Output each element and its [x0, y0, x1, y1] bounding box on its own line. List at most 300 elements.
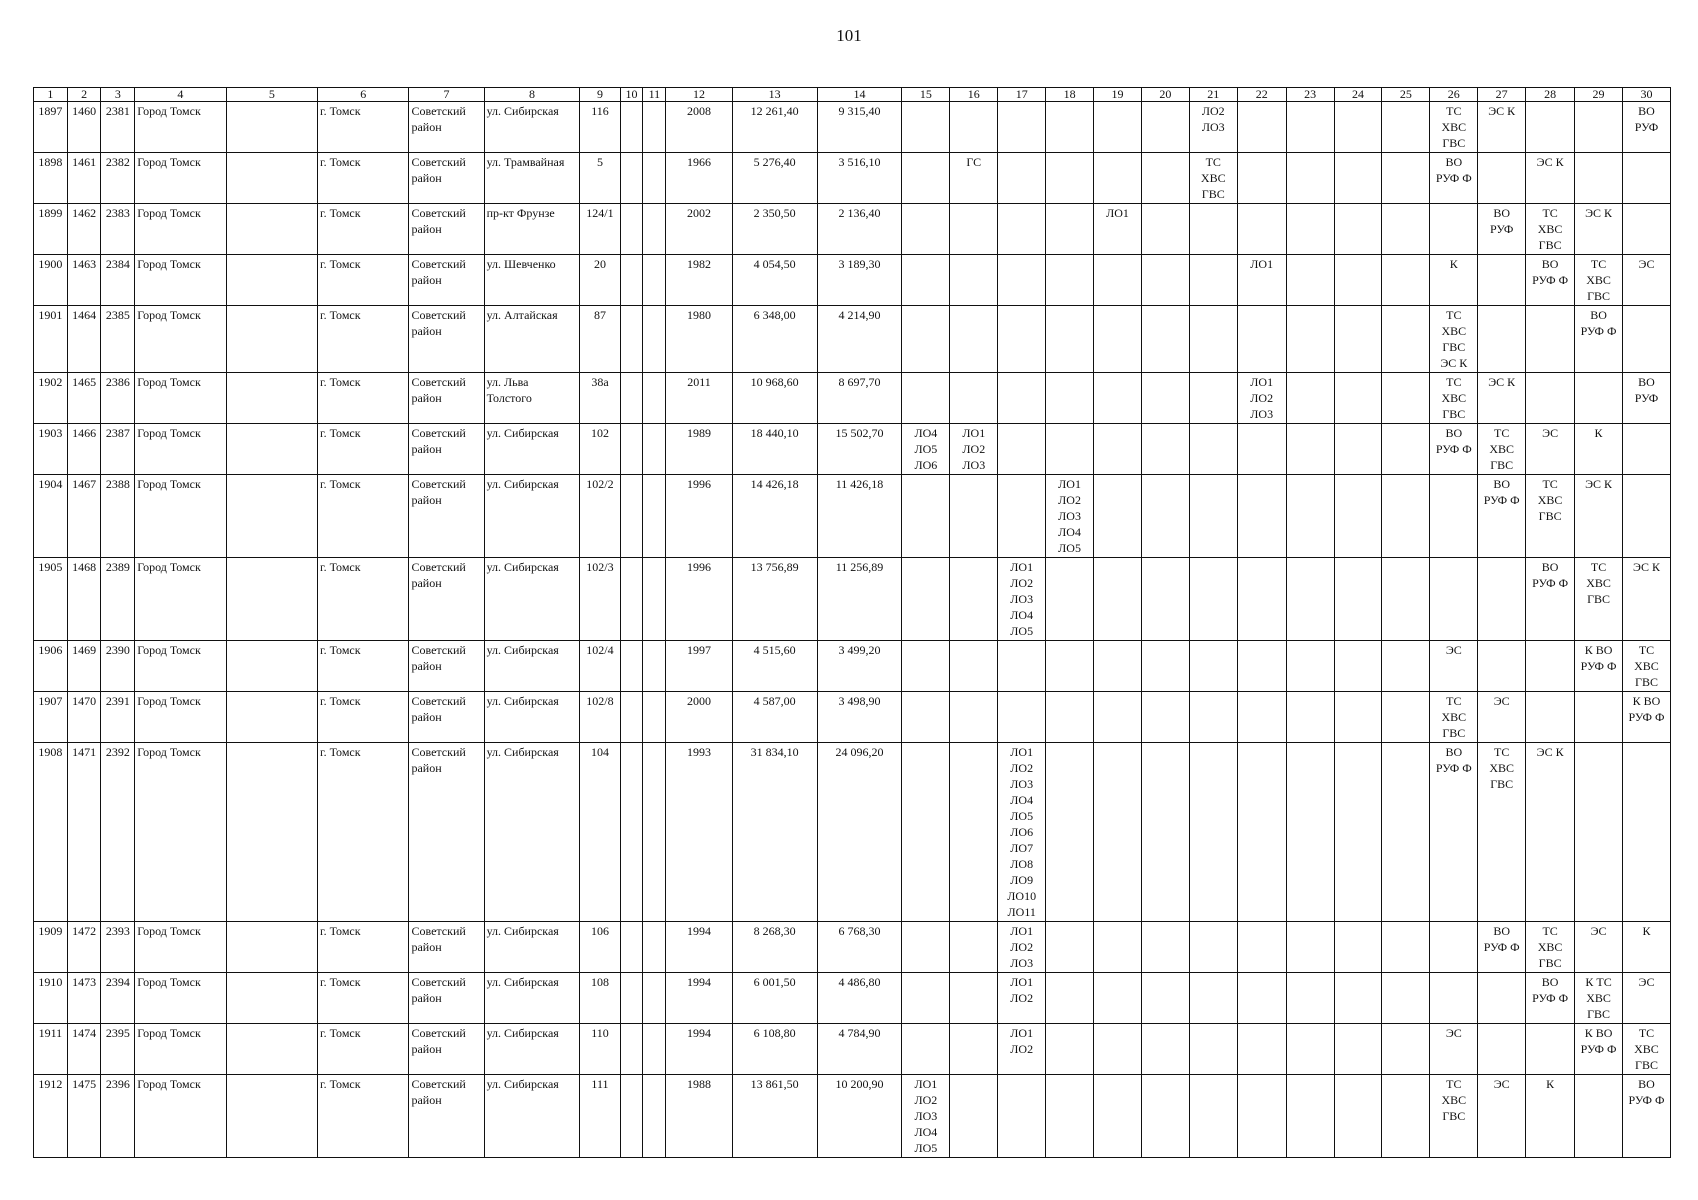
- table-cell: [1141, 558, 1189, 641]
- table-cell: [1046, 204, 1094, 255]
- cell-line: Толстого: [486, 391, 532, 405]
- table-cell: [1575, 204, 1623, 255]
- table-cell: [1237, 558, 1286, 641]
- table-cell: [1575, 1075, 1623, 1158]
- table-cell: [1141, 1075, 1189, 1158]
- table-cell: [1286, 475, 1334, 558]
- table-cell: [620, 255, 643, 306]
- column-header: 11: [643, 88, 666, 102]
- table-cell: [902, 306, 950, 373]
- table-row: [34, 424, 1671, 475]
- cell-line: ул. Сибирская: [486, 1026, 559, 1040]
- table-cell: [409, 743, 484, 922]
- cell-line: ЭС К: [1536, 745, 1564, 759]
- table-cell: [409, 373, 484, 424]
- cell-line: 2002: [686, 206, 711, 220]
- table-cell: [34, 373, 68, 424]
- table-cell: [732, 102, 817, 153]
- cell-line: ГВС: [1538, 509, 1562, 523]
- cell-line: 1911: [38, 1026, 63, 1040]
- table-cell: [318, 424, 409, 475]
- table-cell: [135, 475, 226, 558]
- cell-line: 1903: [38, 426, 63, 440]
- table-cell: [666, 255, 732, 306]
- cell-line: К: [1546, 1077, 1555, 1091]
- table-cell: [1334, 255, 1382, 306]
- table-cell: [902, 641, 950, 692]
- table-cell: [34, 558, 68, 641]
- column-header: 21: [1189, 88, 1237, 102]
- table-cell: [1094, 204, 1142, 255]
- cell-line: Советский: [411, 104, 466, 118]
- table-cell: [1189, 1024, 1237, 1075]
- cell-line: ул. Сибирская: [486, 477, 559, 491]
- table-cell: [34, 973, 68, 1024]
- table-cell: [318, 475, 409, 558]
- table-cell: [318, 306, 409, 373]
- cell-line: 5: [596, 155, 603, 169]
- table-cell: [1094, 922, 1142, 973]
- table-cell: [484, 641, 580, 692]
- cell-line: 5 276,40: [753, 155, 796, 169]
- cell-line: ТС: [1590, 257, 1607, 271]
- cell-line: г. Томск: [320, 924, 361, 938]
- table-cell: [226, 641, 317, 692]
- table-cell: [1382, 373, 1430, 424]
- cell-line: 6 001,50: [753, 975, 796, 989]
- cell-line: 1994: [686, 924, 711, 938]
- cell-line: 110: [591, 1026, 609, 1040]
- cell-line: г. Томск: [320, 375, 361, 389]
- cell-line: ул. Сибирская: [486, 745, 559, 759]
- column-header: 18: [1046, 88, 1094, 102]
- cell-line: 15 502,70: [835, 426, 884, 440]
- cell-line: К ВО: [1584, 643, 1613, 657]
- cell-line: ЭС К: [1440, 356, 1468, 370]
- table-cell: [484, 102, 580, 153]
- table-cell: [950, 973, 998, 1024]
- table-cell: [902, 475, 950, 558]
- cell-line: ХВС: [1200, 171, 1226, 185]
- table-cell: [620, 1024, 643, 1075]
- table-cell: [902, 558, 950, 641]
- column-header: 22: [1237, 88, 1286, 102]
- table-cell: [1622, 641, 1670, 692]
- cell-line: 1988: [686, 1077, 711, 1091]
- table-cell: [409, 692, 484, 743]
- cell-line: ГВС: [1442, 726, 1466, 740]
- table-cell: [1286, 255, 1334, 306]
- table-cell: [1141, 922, 1189, 973]
- table-cell: [902, 102, 950, 153]
- table-cell: [1382, 153, 1430, 204]
- cell-line: район: [411, 576, 442, 590]
- table-cell: [1478, 1075, 1526, 1158]
- column-header: 14: [817, 88, 902, 102]
- cell-line: 4 486,80: [838, 975, 881, 989]
- table-cell: [666, 558, 732, 641]
- cell-line: ТС: [1638, 643, 1655, 657]
- table-cell: [484, 475, 580, 558]
- cell-line: ЛО3: [1010, 592, 1034, 606]
- table-cell: [1046, 1075, 1094, 1158]
- cell-line: 12 261,40: [750, 104, 799, 118]
- cell-line: ЛО4: [914, 426, 938, 440]
- table-cell: [409, 102, 484, 153]
- table-cell: [1046, 475, 1094, 558]
- cell-line: 4 784,90: [838, 1026, 881, 1040]
- cell-line: РУФ: [1489, 222, 1514, 236]
- cell-line: Советский: [411, 477, 466, 491]
- table-cell: [950, 641, 998, 692]
- cell-line: 1464: [72, 308, 97, 322]
- table-cell: [1526, 204, 1575, 255]
- table-cell: [666, 692, 732, 743]
- cell-line: ТС: [1446, 308, 1462, 322]
- cell-line: 1469: [72, 643, 97, 657]
- table-cell: [817, 641, 902, 692]
- table-cell: [643, 153, 666, 204]
- cell-line: Город Томск: [137, 975, 201, 989]
- table-cell: [902, 424, 950, 475]
- cell-line: ЭС: [1445, 1026, 1462, 1040]
- cell-line: район: [411, 761, 442, 775]
- cell-line: 1467: [72, 477, 97, 491]
- cell-line: ХВС: [1489, 761, 1515, 775]
- column-header: 15: [902, 88, 950, 102]
- cell-line: ЛО1: [1250, 375, 1274, 389]
- cell-line: 2395: [105, 1026, 130, 1040]
- table-cell: [484, 692, 580, 743]
- table-cell: [1286, 558, 1334, 641]
- cell-line: 1902: [38, 375, 63, 389]
- cell-line: 3 498,90: [838, 694, 881, 708]
- cell-line: Город Томск: [137, 477, 201, 491]
- table-cell: [1046, 641, 1094, 692]
- cell-line: 2382: [105, 155, 130, 169]
- table-cell: [580, 641, 620, 692]
- table-cell: [34, 424, 68, 475]
- table-cell: [1382, 306, 1430, 373]
- table-cell: [1046, 255, 1094, 306]
- table-cell: [643, 692, 666, 743]
- cell-line: ЛО1: [1010, 1026, 1034, 1040]
- table-cell: [135, 424, 226, 475]
- table-cell: [226, 692, 317, 743]
- cell-line: Город Томск: [137, 257, 201, 271]
- table-cell: [643, 922, 666, 973]
- cell-line: Город Томск: [137, 643, 201, 657]
- table-cell: [580, 153, 620, 204]
- table-cell: [1334, 743, 1382, 922]
- table-cell: [1575, 558, 1623, 641]
- table-cell: [1286, 204, 1334, 255]
- table-cell: [1334, 102, 1382, 153]
- table-cell: [226, 973, 317, 1024]
- table-cell: [1430, 424, 1478, 475]
- cell-line: район: [411, 1093, 442, 1107]
- table-cell: [1622, 424, 1670, 475]
- cell-line: ВО: [1638, 104, 1655, 118]
- table-cell: [1237, 373, 1286, 424]
- table-cell: [34, 1024, 68, 1075]
- cell-line: ЛО5: [1010, 809, 1034, 823]
- cell-line: ЛО6: [914, 458, 938, 472]
- table-cell: [998, 641, 1046, 692]
- table-cell: [318, 373, 409, 424]
- table-cell: [998, 424, 1046, 475]
- table-cell: [1237, 1024, 1286, 1075]
- table-cell: [732, 1024, 817, 1075]
- table-cell: [950, 922, 998, 973]
- cell-line: ЛО3: [1201, 120, 1225, 134]
- cell-line: 2396: [105, 1077, 130, 1091]
- table-cell: [318, 1024, 409, 1075]
- table-cell: [732, 204, 817, 255]
- table-cell: [1286, 922, 1334, 973]
- table-cell: [998, 743, 1046, 922]
- table-cell: [1478, 424, 1526, 475]
- table-cell: [1575, 1024, 1623, 1075]
- table-cell: [1622, 306, 1670, 373]
- table-cell: [580, 692, 620, 743]
- table-cell: [1334, 306, 1382, 373]
- table-cell: [1334, 204, 1382, 255]
- cell-line: ЭС: [1493, 694, 1510, 708]
- table-cell: [1478, 102, 1526, 153]
- table-cell: [1430, 102, 1478, 153]
- table-cell: [732, 306, 817, 373]
- table-cell: [732, 743, 817, 922]
- table-cell: [135, 973, 226, 1024]
- table-cell: [1286, 641, 1334, 692]
- table-cell: [1622, 373, 1670, 424]
- column-header: 9: [580, 88, 620, 102]
- cell-line: ВО: [1590, 308, 1607, 322]
- cell-line: 124/1: [586, 206, 614, 220]
- table-cell: [950, 204, 998, 255]
- cell-line: Советский: [411, 308, 466, 322]
- table-cell: [1237, 922, 1286, 973]
- table-cell: [1141, 424, 1189, 475]
- table-cell: [1382, 204, 1430, 255]
- column-header: 3: [101, 88, 135, 102]
- table-cell: [67, 692, 101, 743]
- table-cell: [1141, 255, 1189, 306]
- table-cell: [1046, 692, 1094, 743]
- table-cell: [950, 475, 998, 558]
- cell-line: РУФ Ф: [1532, 991, 1569, 1005]
- table-cell: [902, 973, 950, 1024]
- cell-line: ЛО3: [914, 1109, 938, 1123]
- table-cell: [998, 373, 1046, 424]
- table-cell: [1478, 373, 1526, 424]
- column-header: 1: [34, 88, 68, 102]
- cell-line: ВО: [1541, 257, 1559, 271]
- table-cell: [620, 373, 643, 424]
- table-cell: [135, 1024, 226, 1075]
- cell-line: 2 136,40: [838, 206, 881, 220]
- cell-line: район: [411, 659, 442, 673]
- table-cell: [620, 306, 643, 373]
- cell-line: ВО: [1445, 426, 1463, 440]
- table-cell: [1575, 692, 1623, 743]
- column-header: 5: [226, 88, 317, 102]
- cell-line: ГВС: [1201, 187, 1225, 201]
- table-cell: [318, 153, 409, 204]
- cell-line: ТС: [1542, 924, 1558, 938]
- cell-line: ЛО1: [1058, 477, 1081, 491]
- table-cell: [409, 558, 484, 641]
- table-cell: [1430, 475, 1478, 558]
- table-cell: [67, 255, 101, 306]
- cell-line: 1461: [72, 155, 97, 169]
- table-cell: [998, 558, 1046, 641]
- table-cell: [1094, 1075, 1142, 1158]
- table-cell: [318, 255, 409, 306]
- cell-line: 1996: [686, 477, 711, 491]
- cell-line: РУФ: [1634, 391, 1659, 405]
- cell-line: ЭС: [1542, 426, 1559, 440]
- table-cell: [1575, 424, 1623, 475]
- cell-line: ВО: [1541, 560, 1559, 574]
- table-cell: [732, 255, 817, 306]
- table-cell: [950, 102, 998, 153]
- table-cell: [1334, 1075, 1382, 1158]
- table-cell: [1478, 204, 1526, 255]
- table-row: [34, 973, 1671, 1024]
- cell-line: ГВС: [1442, 136, 1466, 150]
- cell-line: Город Томск: [137, 155, 201, 169]
- table-cell: [732, 692, 817, 743]
- cell-line: ГВС: [1635, 675, 1658, 689]
- cell-line: ЛО2: [1010, 1042, 1034, 1056]
- table-cell: [67, 1024, 101, 1075]
- table-row: [34, 743, 1671, 922]
- cell-line: 2394: [105, 975, 130, 989]
- table-cell: [135, 255, 226, 306]
- cell-line: 2383: [105, 206, 130, 220]
- table-cell: [101, 153, 135, 204]
- table-cell: [1189, 922, 1237, 973]
- table-cell: [101, 922, 135, 973]
- table-cell: [1478, 922, 1526, 973]
- cell-line: ВО: [1445, 745, 1463, 759]
- table-cell: [1094, 102, 1142, 153]
- table-cell: [226, 306, 317, 373]
- cell-line: 13 756,89: [750, 560, 799, 574]
- cell-line: 1462: [72, 206, 97, 220]
- table-cell: [1526, 306, 1575, 373]
- table-cell: [817, 255, 902, 306]
- cell-line: ТС: [1494, 426, 1510, 440]
- table-cell: [666, 1024, 732, 1075]
- table-cell: [666, 973, 732, 1024]
- cell-line: ЛО2: [1010, 761, 1034, 775]
- cell-line: 2393: [105, 924, 130, 938]
- cell-line: ЛО4: [914, 1125, 938, 1139]
- cell-line: ТС: [1638, 1026, 1655, 1040]
- cell-line: РУФ Ф: [1532, 576, 1569, 590]
- table-cell: [318, 558, 409, 641]
- cell-line: 18 440,10: [750, 426, 799, 440]
- table-cell: [409, 1075, 484, 1158]
- table-cell: [1094, 692, 1142, 743]
- cell-line: ГВС: [1490, 777, 1514, 791]
- table-cell: [1141, 692, 1189, 743]
- cell-line: ЛО5: [1010, 624, 1034, 638]
- cell-line: ТС: [1446, 1077, 1462, 1091]
- cell-line: ТС: [1205, 155, 1221, 169]
- table-cell: [1286, 102, 1334, 153]
- cell-line: 2388: [105, 477, 130, 491]
- table-cell: [409, 973, 484, 1024]
- table-cell: [666, 743, 732, 922]
- cell-line: ВО: [1445, 155, 1463, 169]
- table-cell: [1430, 922, 1478, 973]
- table-cell: [1526, 743, 1575, 922]
- table-cell: [1334, 475, 1382, 558]
- cell-line: 1904: [38, 477, 63, 491]
- cell-line: ТС: [1542, 206, 1558, 220]
- table-cell: [1286, 306, 1334, 373]
- cell-line: ЭС К: [1633, 560, 1660, 574]
- cell-line: К: [1642, 924, 1651, 938]
- table-cell: [1334, 692, 1382, 743]
- column-header: 19: [1094, 88, 1142, 102]
- cell-line: ЛО5: [914, 442, 938, 456]
- column-header: 2: [67, 88, 101, 102]
- table-cell: [1430, 153, 1478, 204]
- cell-line: ЛО11: [1007, 905, 1036, 919]
- cell-line: РУФ Ф: [1580, 1042, 1617, 1056]
- cell-line: ЛО2: [1058, 493, 1081, 507]
- table-cell: [643, 558, 666, 641]
- table-cell: [1622, 922, 1670, 973]
- table-cell: [1622, 475, 1670, 558]
- cell-line: 1475: [72, 1077, 97, 1091]
- cell-line: ЛО2: [1250, 391, 1274, 405]
- table-cell: [950, 424, 998, 475]
- cell-line: Город Томск: [137, 745, 201, 759]
- table-cell: [1430, 692, 1478, 743]
- cell-line: 108: [590, 975, 609, 989]
- cell-line: РУФ Ф: [1483, 493, 1520, 507]
- cell-line: Город Томск: [137, 375, 201, 389]
- table-cell: [1526, 373, 1575, 424]
- table-cell: [67, 424, 101, 475]
- table-cell: [484, 255, 580, 306]
- table-cell: [34, 475, 68, 558]
- table-cell: [1382, 922, 1430, 973]
- table-cell: [1334, 641, 1382, 692]
- table-cell: [1526, 641, 1575, 692]
- cell-line: ВО: [1638, 375, 1655, 389]
- table-cell: [666, 641, 732, 692]
- cell-line: ЛО10: [1007, 889, 1037, 903]
- cell-line: Советский: [411, 1077, 466, 1091]
- table-cell: [1478, 973, 1526, 1024]
- cell-line: ВО: [1493, 924, 1511, 938]
- table-cell: [1382, 692, 1430, 743]
- table-cell: [1622, 558, 1670, 641]
- column-header: 23: [1286, 88, 1334, 102]
- column-header: 26: [1430, 88, 1478, 102]
- table-cell: [732, 153, 817, 204]
- cell-line: 1901: [38, 308, 63, 322]
- cell-line: 2387: [105, 426, 130, 440]
- cell-line: ЭС: [1493, 1077, 1510, 1091]
